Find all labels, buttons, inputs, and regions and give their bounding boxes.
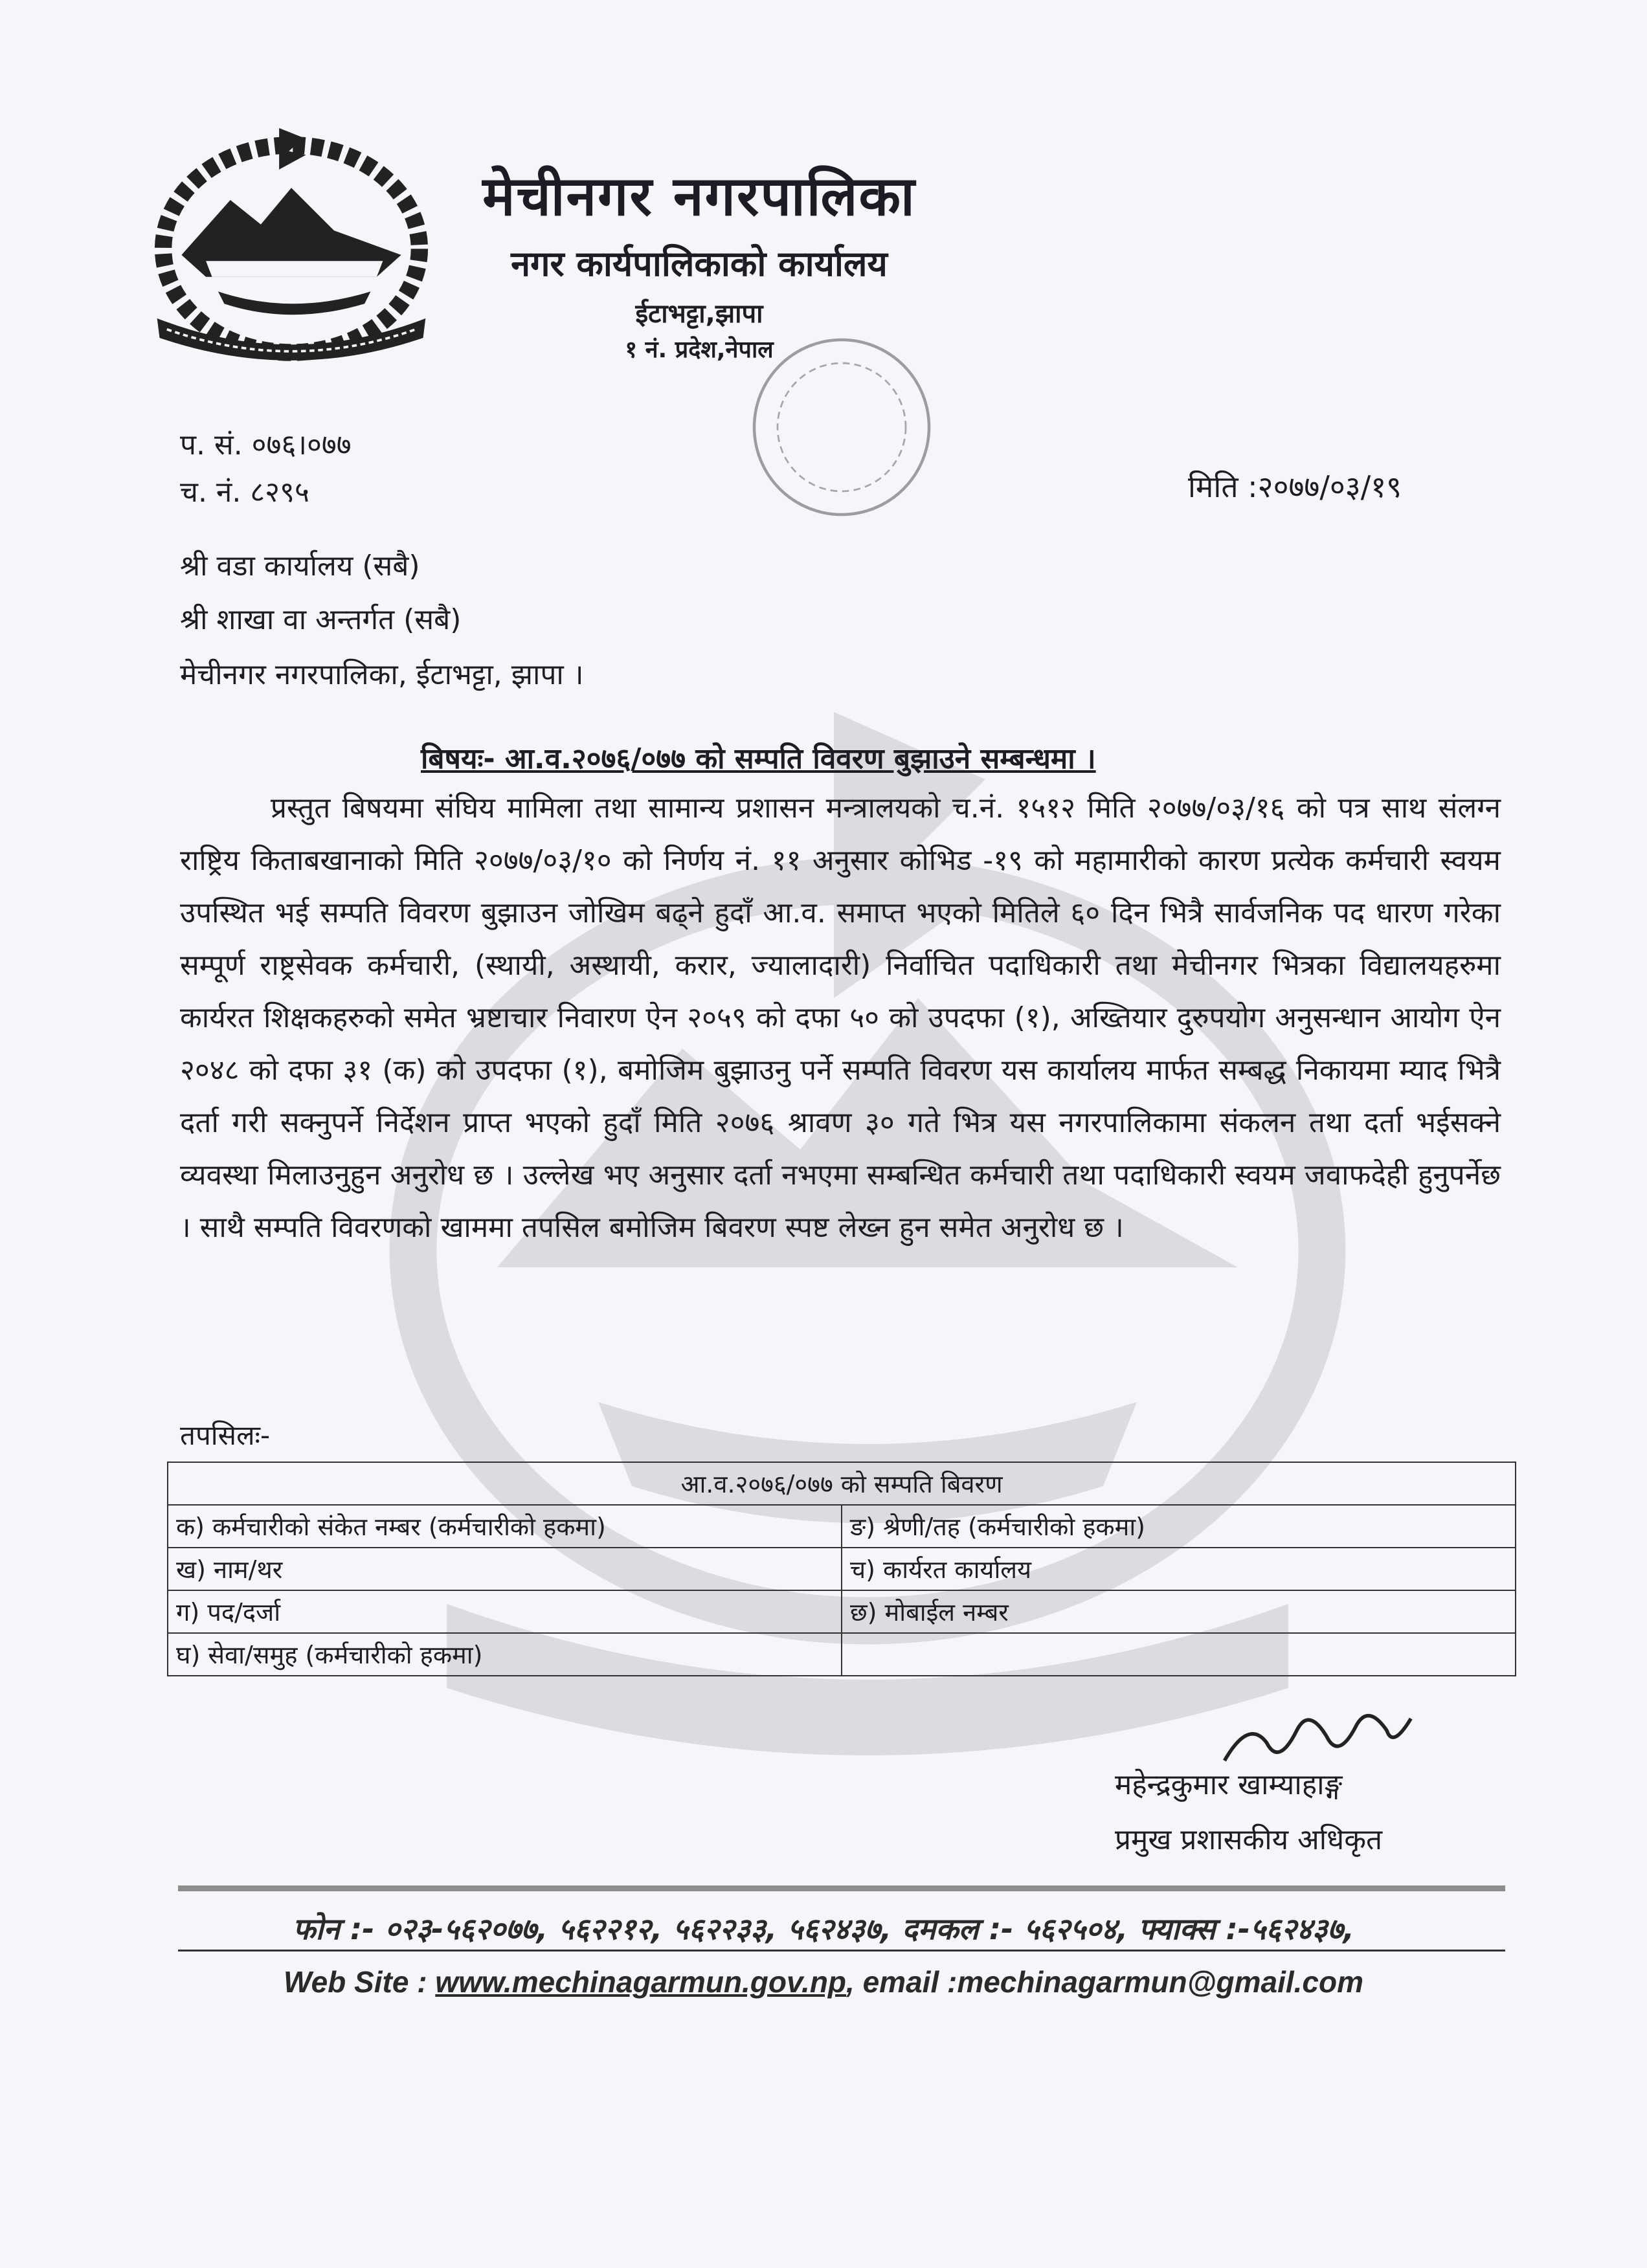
table-cell: छ) मोबाईल नम्बर [842,1590,1516,1633]
footer-divider [178,1950,1505,1951]
table-cell: ख) नाम/थर [168,1548,842,1590]
reference-number: प. सं. ०७६।०७७ [180,428,352,461]
asset-details-table [167,1462,1516,1676]
table-row [168,1548,1516,1590]
table-row [168,1505,1516,1548]
table-cell: घ) सेवा/समुह (कर्मचारीको हकमा) [168,1633,842,1676]
letter-date: मिति :२०७७/०३/१९ [1188,469,1402,504]
table-cell: क) कर्मचारीको संकेत नम्बर (कर्मचारीको हकमा) [168,1505,842,1548]
signatory-name: महेन्द्रकुमार खाम्याहाङ्ग [1115,1768,1343,1801]
footer-divider [178,1885,1505,1891]
footer-contact [0,1964,1647,1999]
address-line-2: १ नं. प्रदेश,नेपाल [625,337,774,363]
letter-body: प्रस्तुत बिषयमा संघिय मामिला तथा सामान्य प्रशासन मन्त्रालयको च.नं. १५१२ मिति २०७७/०३/१६ को पत्र साथ संलग्न राष्ट्रिय किताबखानाको मिति २०७७/०३/१० को निर्णय नं. ११ अनुसार कोभिड -१९ को महामारीको कारण प्रत्येक कर्मचारी स्वयम उपस्थित भई सम्पति विवरण बुझाउन जोखिम बढ्ने हुदाँ आ.व. समाप्त भएको मितिले ६० दिन भित्रै सार्वजनिक पद धारण गरेका सम्पूर्ण राष्ट्रसेवक कर्मचारी, (स्थायी, अस्थायी, करार, ज्यालादारी) निर्वाचित पदाधिकारी तथा मेचीनगर भित्रका विद्यालयहरुमा कार्यरत शिक्षकहरुको समेत भ्रष्टाचार निवारण ऐन २०५९ को दफा ५० को उपदफा (१), अख्तियार दुरुपयोग अनुसन्धान आयोग ऐन २०४८ को दफा ३१ (क) को उपदफा (१), बमोजिम बुझाउनु पर्ने सम्पति विवरण यस कार्यालय मार्फत सम्बद्ध निकायमा म्याद भित्रै दर्ता गरी सक्नुपर्ने निर्देशन प्राप्त भएको हुदाँ मिति २०७६ श्रावण ३० गते भित्र यस नगरपालिकामा संकलन तथा दर्ता भईसक्ने व्यवस्था मिलाउनुहुन अनुरोध छ । उल्लेख भए अनुसार दर्ता नभएमा सम्बन्धित कर्मचारी तथा पदाधिकारी स्वयम जवाफदेही हुनुपर्नेछ । साथै सम्पति विवरणको खाममा तपसिल बमोजिम बिवरण स्पष्ट लेख्न हुन समेत अनुरोध छ । [180,792,1501,1244]
office-stamp [725,327,958,528]
address-line-1: ईटाभट्टा,झापा [635,299,763,329]
recipient-line: मेचीनगर नगरपालिका, ईटाभट्टा, झापा । [180,658,584,691]
table-row [168,1633,1516,1676]
table-cell: ङ) श्रेणी/तह (कर्मचारीको हकमा) [842,1505,1516,1548]
table-cell: ग) पद/दर्जा [168,1590,842,1633]
table-row [168,1590,1516,1633]
table-cell: च) कार्यरत कार्यालय [842,1548,1516,1590]
website-label: Web Site : [284,1965,436,1999]
email-text: , email :mechinagarmun@gmail.com [846,1965,1363,1999]
dispatch-number: च. नं. ८२९५ [180,476,309,509]
recipient-line: श्री शाखा वा अन्तर्गत (सबै) [180,603,462,636]
footer-phone: फोन :- ०२३-५६२०७७, ५६२२१२, ५६२२३३, ५६२४३७, दमकल :- ५६२५०४, फ्याक्स :-५६२४३७, [292,1911,1355,1946]
letter-subject: बिषयः- आ.व.२०७६/०७७ को सम्पति विवरण बुझाउने सम्बन्धमा । [421,742,1096,775]
table-header-row [168,1462,1516,1505]
organization-title: मेचीनगर नगरपालिका [482,164,916,228]
signatory-title: प्रमुख प्रशासकीय अधिकृत [1115,1823,1383,1856]
website-link[interactable]: www.mechinagarmun.gov.np [435,1965,847,1999]
table-cell [842,1633,1516,1676]
recipient-line: श्री वडा कार्यालय (सबै) [180,550,420,583]
office-subtitle: नगर कार्यपालिकाको कार्यालय [511,243,888,284]
table-title: आ.व.२०७६/०७७ को सम्पति बिवरण [168,1462,1516,1505]
annex-label: तपसिलः- [180,1419,271,1451]
